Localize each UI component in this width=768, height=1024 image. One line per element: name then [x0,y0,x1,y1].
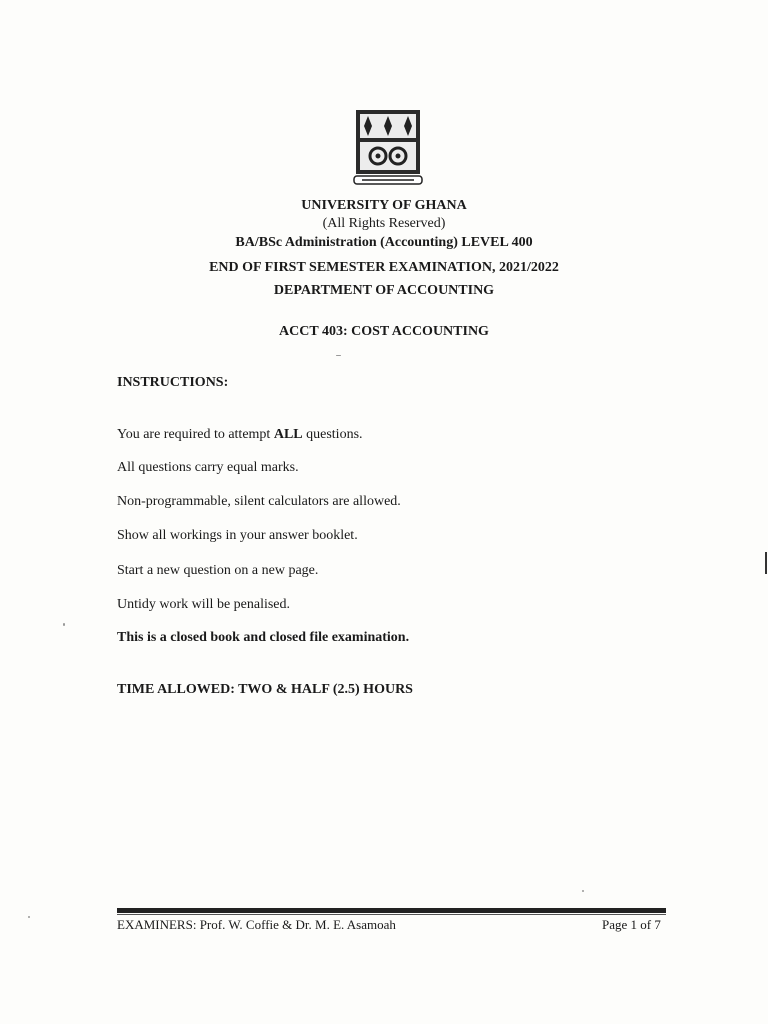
instruction-item: Start a new question on a new page. [117,563,319,578]
scan-speck [336,355,341,356]
university-crest-icon [352,108,424,188]
instruction-item: Show all workings in your answer booklet. [117,528,358,543]
programme-title: BA/BSc Administration (Accounting) LEVEL 400 [235,235,533,250]
course-title: ACCT 403: COST ACCOUNTING [279,324,489,339]
scan-speck [63,623,65,626]
instruction-emphasis: ALL [273,427,303,442]
footer-divider-thin [117,914,666,915]
instruction-text: questions. [302,427,363,442]
time-allowed: TIME ALLOWED: TWO & HALF (2.5) HOURS [117,682,413,697]
closed-book-notice: This is a closed book and closed file examination. [117,630,410,645]
scan-speck [28,916,30,918]
scan-edge-mark [765,552,767,574]
university-name: UNIVERSITY OF GHANA [301,198,467,213]
page-number: Page 1 of 7 [602,917,661,932]
instruction-item: Untidy work will be penalised. [117,597,291,612]
instruction-item: Non-programmable, silent calculators are allowed. [117,494,401,509]
scan-speck [582,890,584,892]
instruction-item: All questions carry equal marks. [117,460,299,475]
instruction-text: You are required to attempt [117,427,274,442]
examiners-names: EXAMINERS: Prof. W. Coffie & Dr. M. E. Asamoah [117,917,396,932]
exam-title: END OF FIRST SEMESTER EXAMINATION, 2021/2022 [209,260,559,275]
instruction-attempt-all [117,427,363,443]
rights-notice: (All Rights Reserved) [322,216,446,231]
footer-divider [117,908,666,913]
department-name: DEPARTMENT OF ACCOUNTING [273,283,495,298]
instructions-heading: INSTRUCTIONS: [117,375,229,390]
